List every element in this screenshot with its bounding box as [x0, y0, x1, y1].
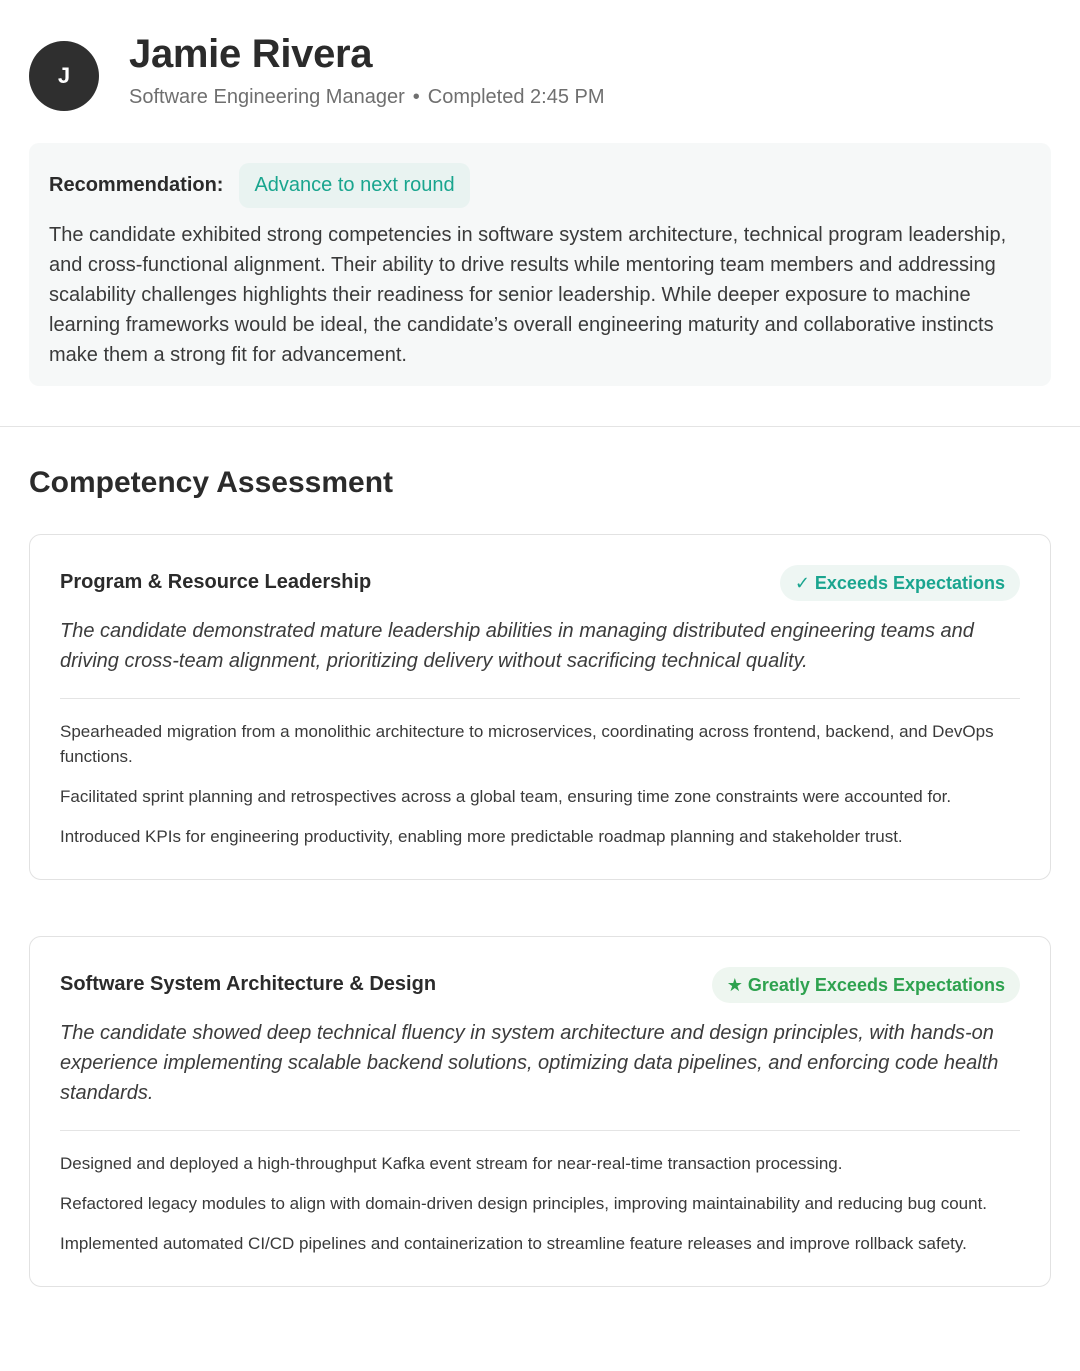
recommendation-summary: The candidate exhibited strong competencies in software system architecture, technical program leadership, and cross-functional alignment. Their ability to drive results while mentoring team members and addressing scalability challenges highlights their readiness for senior leadership. While deeper exposure to machine learning frameworks would be ideal, the candidate’s overall engineering maturity and collaborative instincts make them a strong fit for advancement.: [49, 224, 1007, 366]
separator-dot: •: [412, 86, 420, 108]
competency-summary: The candidate showed deep technical fluency in system architecture and design principles, with hands-on experience implementing scalable backend solutions, optimizing data pipelines, and enforcing code health standards.: [60, 1022, 999, 1104]
card-divider: [60, 1130, 1020, 1131]
competency-title: Program & Resource Leadership: [60, 571, 372, 593]
evidence-item: Implemented automated CI/CD pipelines and containerization to streamline feature releases and improve rollback safety.: [60, 1234, 967, 1253]
evidence-list: [60, 1151, 1020, 1286]
section-title: Competency Assessment: [29, 466, 394, 499]
card-divider: [60, 698, 1020, 699]
evidence-item: Spearheaded migration from a monolithic architecture to microservices, coordinating across frontend, backend, and DevOps functions.: [60, 722, 994, 766]
evidence-item: Introduced KPIs for engineering productivity, enabling more predictable roadmap planning and stakeholder trust.: [60, 827, 903, 846]
rating-badge: [780, 565, 1020, 601]
rating-label: Greatly Exceeds Expectations: [747, 974, 1005, 995]
candidate-subline: [129, 86, 605, 109]
avatar: J: [29, 41, 99, 111]
competency-header: [60, 967, 1020, 1003]
evidence-item: Facilitated sprint planning and retrospectives across a global team, ensuring time zone constraints were accounted for.: [60, 787, 952, 806]
evidence-list: [60, 719, 1020, 879]
rating-label: Exceeds Expectations: [814, 572, 1005, 593]
candidate-name: Jamie Rivera: [129, 32, 373, 76]
recommendation-label: Recommendation:: [49, 174, 224, 196]
recommendation-badge: Advance to next round: [239, 163, 469, 208]
star-icon: ★: [726, 974, 743, 995]
recommendation-row: [49, 163, 1031, 208]
evidence-item: Designed and deployed a high-throughput Kafka event stream for near-real-time transaction processing.: [60, 1154, 843, 1173]
competency-summary: The candidate demonstrated mature leadership abilities in managing distributed engineering teams and driving cross-team alignment, prioritizing delivery without sacrificing technical quality.: [60, 620, 974, 672]
candidate-role: Software Engineering Manager: [129, 86, 405, 108]
competency-header: [60, 565, 1020, 601]
competency-title: Software System Architecture & Design: [60, 973, 437, 995]
competency-card-architecture: [29, 936, 1051, 1287]
rating-badge: [712, 967, 1020, 1003]
competency-card-leadership: [29, 534, 1051, 880]
evidence-item: Refactored legacy modules to align with domain-driven design principles, improving maintainability and reducing bug count.: [60, 1194, 988, 1213]
completion-status: Completed 2:45 PM: [427, 86, 605, 108]
section-divider: [0, 426, 1080, 427]
candidate-header: [29, 32, 1029, 112]
recommendation-panel: [29, 143, 1051, 386]
check-icon: ✓: [794, 572, 810, 593]
